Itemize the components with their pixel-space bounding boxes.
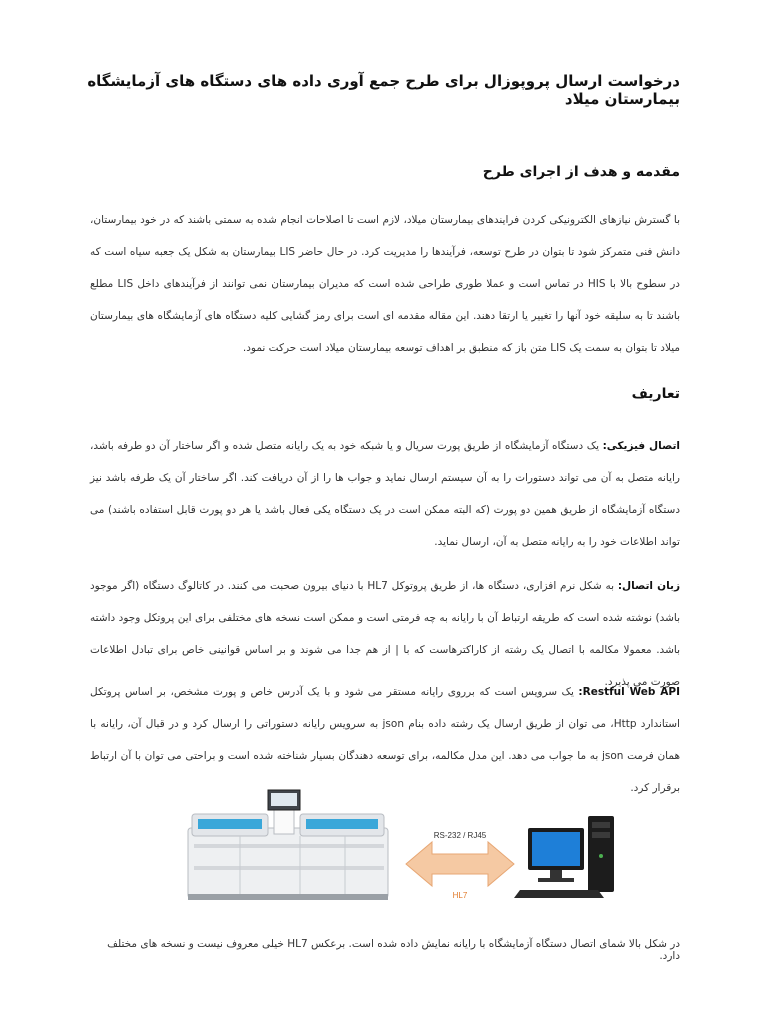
- connection-type-label: RS-232 / RJ45: [433, 831, 487, 840]
- intro-paragraph: با گسترش نیازهای الکترونیکی کردن فرایندهای بیمارستان میلاد، لازم است تا اصلاحات انجام شده به سمتی باشند که در خود بیمارستان، دانش فنی متمرکز شود تا بتوان در طرح توسعه، فرآیندها را مدیریت کرد. در حال حاضر LIS بیمارستان به شکل یک جعبه سیاه است که در سطوح بالا با HIS در تماس است و عملا طوری طراحی شده است که مدیران بیمارستان نمی توانند از فرآیندهای داخل LIS مطلع باشند تا به سلیقه خود آنها را تغییر یا ارتقا دهند. این مقاله مقدمه ای است برای رمز گشایی کلیه دستگاه های آزمایشگاه های بیمارستان میلاد تا بتوان به سمت یک LIS متن باز که منطبق بر اهداف توسعه بیمارستان میلاد است حرکت نمود.: [90, 214, 680, 354]
- definition-text: یک دستگاه آزمایشگاه از طریق پورت سریال و یا شبکه خود به یک رایانه متصل شده و اگر ساختار آن دو طرفه باشد، رایانه متصل به آن می تواند دستورات را به آن سیستم ارسال نماید و جواب ها را از آن دریافت کند. اگر ساختار آن یک طرفه باشد نیز دستگاه آزمایشگاه از طریق همین دو پورت (که البته ممکن است در یک دستگاه یکی فعال باشد یا هر دو پورت قابل استفاده باشند) می تواند اطلاعات خود را به رایانه متصل به آن، ارسال نماید.: [90, 440, 680, 548]
- definition-term: زبان اتصال:: [617, 580, 681, 592]
- definition-term: اتصال فیزیکی:: [602, 440, 680, 452]
- definition-physical-connection: [90, 430, 680, 558]
- definition-restful-api: [90, 676, 680, 804]
- lab-analyzer-image: [188, 790, 388, 900]
- protocol-label: HL7: [452, 891, 468, 900]
- computer-icon: [514, 816, 614, 898]
- definition-text: یک سرویس است که برروی رایانه مستقر می شود و با یک آدرس خاص و پورت مشخص، بر اساس پروتکل استاندارد Http، می توان از طریق ارسال یک رشته داده بنام json به سرویس رایانه دستوراتی را ارسال کرد و در قبال آن، رایانه با همان فرمت json به ما جواب می دهد. این مدل مکالمه، برای توسعه دهندگان بسیار شناخته شده است و براحتی می توان با آن ارتباط برقرار کرد.: [90, 686, 680, 794]
- document-title: درخواست ارسال پروپوزال برای طرح جمع آوری داده های دستگاه های آزمایشگاه بیمارستان میلاد: [87, 72, 680, 108]
- figure-caption: در شکل بالا شمای اتصال دستگاه آزمایشگاه با رایانه نمایش داده شده است. برعکس HL7 خیلی معروف نیست و نسخه های مختلف دارد.: [107, 938, 680, 962]
- connection-arrow: [406, 842, 514, 886]
- definition-term: Restful Web API:: [578, 686, 680, 698]
- definition-text: به شکل نرم افزاری، دستگاه ها، از طریق پروتوکل HL7 با دنیای بیرون صحبت می کنند. در کاتالوگ دستگاه (اگر موجود باشد) نوشته شده است که طریقه ارتباط آن با رایانه به چه فرمتی است و ممکن است نسخه های مختلفی برای این پروتکل وجود داشته باشد. معمولا مکالمه با اتصال یک رشته از کاراکترهاست که با | از هم جدا می شوند و بر اساس قوانینی خاص برای تبادل اطلاعات صورت می پذیرد.: [90, 580, 680, 688]
- connection-diagram-svg: [170, 786, 620, 916]
- intro-heading: مقدمه و هدف از اجرای طرح: [482, 164, 680, 180]
- connection-diagram: [170, 786, 620, 916]
- definitions-heading: تعاریف: [631, 386, 680, 402]
